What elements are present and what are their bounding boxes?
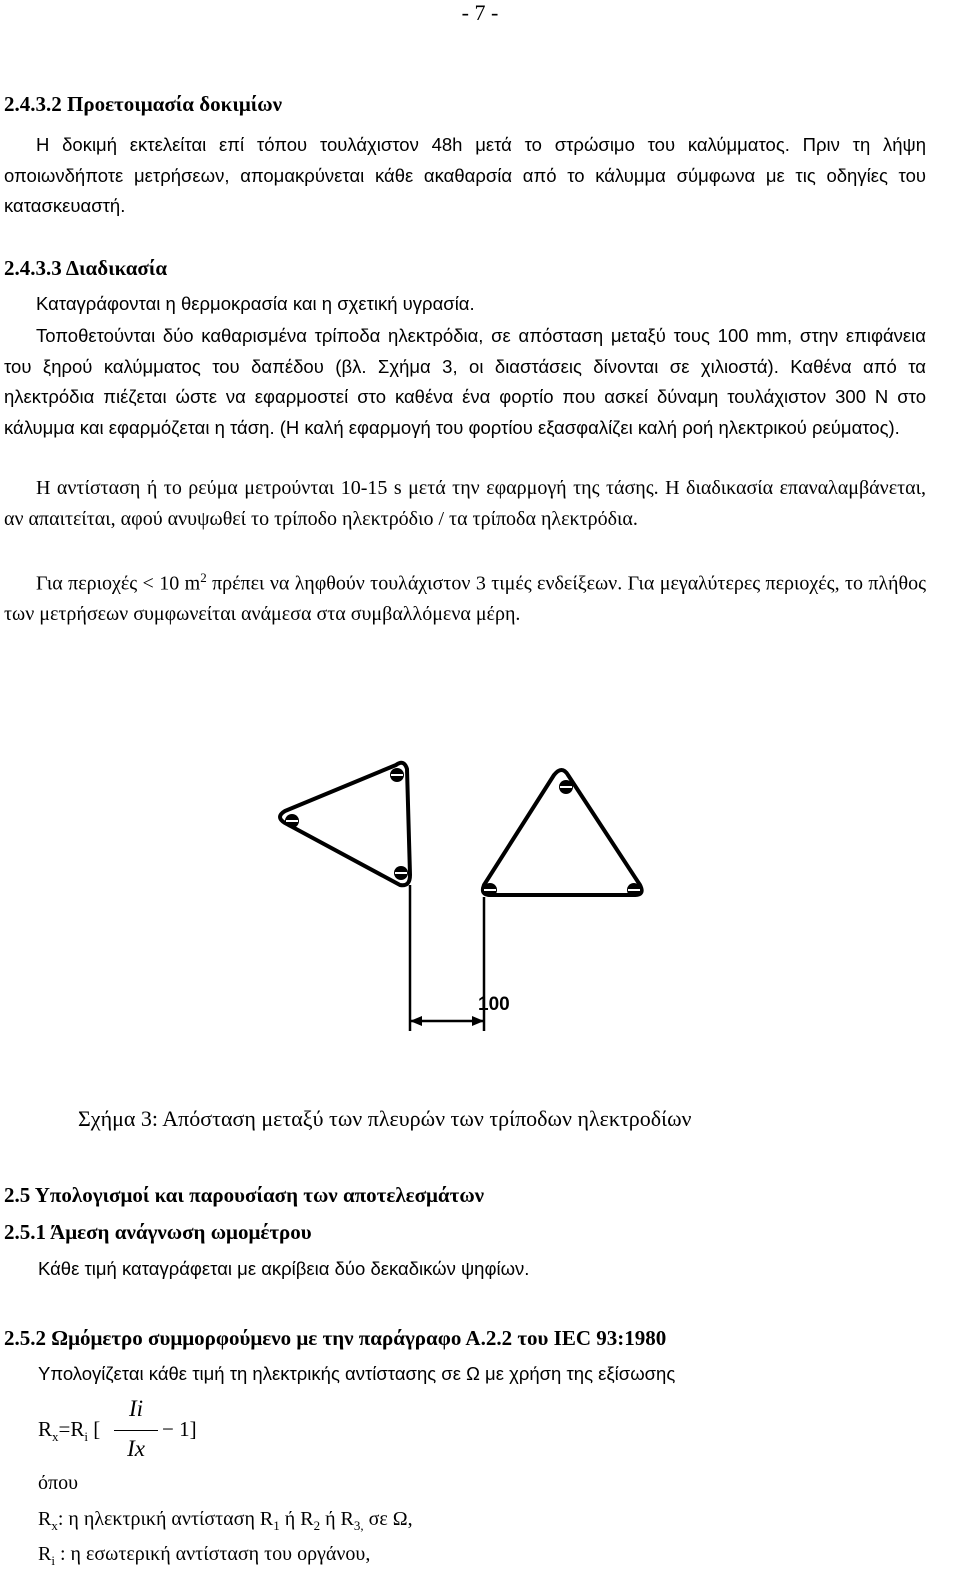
paragraph-record-conditions: Καταγράφονται η θερμοκρασία και η σχετική υγρασία.	[36, 293, 475, 314]
where-label: όπου	[38, 1472, 78, 1494]
def-rx-sub-2: 2	[313, 1518, 321, 1533]
def-ri-r: R	[38, 1543, 52, 1565]
def-ri-text: : η εσωτερική αντίσταση του οργάνου,	[54, 1543, 371, 1565]
formula-eq-r: =R	[58, 1417, 85, 1441]
heading-2-4-3-2: 2.4.3.2 Προετοιμασία δοκιμίων	[4, 92, 282, 116]
paragraph-electrodes: Τοποθετούνται δύο καθαρισμένα τρίποδα ηλεκτρόδια, σε απόσταση μεταξύ τους 100 mm, στην επιφάνεια του ξηρού καλύμματος του δαπέδου (βλ. Σχήμα 3, οι διαστάσεις δίνονται σε χιλιοστά). Καθένα από τα ηλεκτρόδια πιέζεται ώστε να εφαρμοστεί στο καθένα ένα φορτίο που ασκεί δύναμη τουλάχιστον 300 N στο κάλυμμα και εφαρμόζεται η τάση. (Η καλή εφαρμογή του φορτίου εξασφαλίζει καλή ροή ηλεκτρικού ρεύματος).	[4, 325, 926, 438]
formula-r: R	[38, 1417, 53, 1441]
formula-open-bracket: [	[88, 1417, 101, 1441]
def-rx-sub: x	[51, 1518, 58, 1533]
page-number: - 7 -	[461, 0, 499, 25]
paragraph-calculation: Υπολογίζεται κάθε τιμή τη ηλεκτρικής αντίστασης σε Ω με χρήση της εξίσωσης	[38, 1363, 676, 1384]
readings-text-a: Για περιοχές < 10 m	[36, 572, 201, 595]
figure-tripod-electrodes	[230, 735, 650, 1065]
def-ri-sub: i	[51, 1553, 55, 1568]
def-rx-text-b: ή R	[279, 1508, 314, 1530]
readings-text-b: πρέπει να ληφθούν τουλάχιστον 3 τιμές ενδείξεων. Για μεγαλύτερες περιοχές, το πλήθος των μετρήσεων συμφωνείται ανάμεσα στα συμβαλλόμενα μέρη.	[4, 572, 926, 626]
def-rx-sub-1: 1	[273, 1518, 280, 1533]
formula-numerator: Ii	[128, 1396, 144, 1421]
dimension-arrow-right	[472, 1016, 484, 1026]
heading-2-5: 2.5 Υπολογισμοί και παρουσίαση των αποτελεσμάτων	[4, 1183, 485, 1207]
superscript-2: 2	[200, 570, 207, 585]
heading-2-5-1: 2.5.1 Άμεση ανάγνωση ωμομέτρου	[4, 1220, 312, 1244]
formula-minus-one: − 1]	[162, 1417, 197, 1441]
def-rx-sub-3: 3,	[353, 1518, 364, 1533]
def-rx-text-c: ή R	[320, 1508, 354, 1530]
paragraph-measurement: Η αντίσταση ή το ρεύμα μετρούνται 10-15 s μετά την εφαρμογή της τάσης. Η διαδικασία επαναλαμβάνεται, αν απαιτείται, αφού ανυψωθεί το τρίποδο ηλεκτρόδιο / τα τρίποδα ηλεκτρόδια.	[4, 477, 926, 530]
dimension-label: 100	[478, 994, 510, 1015]
paragraph-preparation: Η δοκιμή εκτελείται επί τόπου τουλάχιστον 48h μετά το στρώσιμο του καλύμματος. Πριν τη λήψη οποιωνδήποτε μετρήσεων, απομακρύνεται κάθε ακαθαρσία από το κάλυμμα σύμφωνα με τις οδηγίες του κατασκευαστή.	[4, 134, 926, 216]
equation-rx	[38, 1417, 100, 1477]
dimension-arrow-left	[410, 1016, 422, 1026]
def-rx-text-a: : η ηλεκτρική αντίσταση R	[57, 1508, 274, 1530]
formula-sub-i: i	[84, 1429, 88, 1445]
def-rx-text-d: σε Ω,	[363, 1508, 413, 1530]
paragraph-number-of-readings	[4, 563, 926, 630]
definition-ri	[38, 1543, 370, 1569]
fraction-bar	[114, 1430, 158, 1431]
heading-2-5-2: 2.5.2 Ωμόμετρο συμμορφούμενο με την παράγραφο Α.2.2 του IEC 93:1980	[4, 1326, 667, 1350]
paragraph-direct-reading: Κάθε τιμή καταγράφεται με ακρίβεια δύο δεκαδικών ψηφίων.	[38, 1258, 530, 1279]
right-tripod-screws	[483, 780, 641, 897]
left-tripod-electrode	[280, 763, 410, 886]
definition-rx	[38, 1508, 413, 1534]
def-rx-r: R	[38, 1508, 52, 1530]
formula-sub-x: x	[52, 1429, 59, 1445]
formula-denominator: Ix	[127, 1436, 145, 1461]
heading-2-4-3-3: 2.4.3.3 Διαδικασία	[4, 256, 168, 280]
figure-caption: Σχήμα 3: Απόσταση μεταξύ των πλευρών των τρίποδων ηλεκτροδίων	[78, 1106, 692, 1131]
